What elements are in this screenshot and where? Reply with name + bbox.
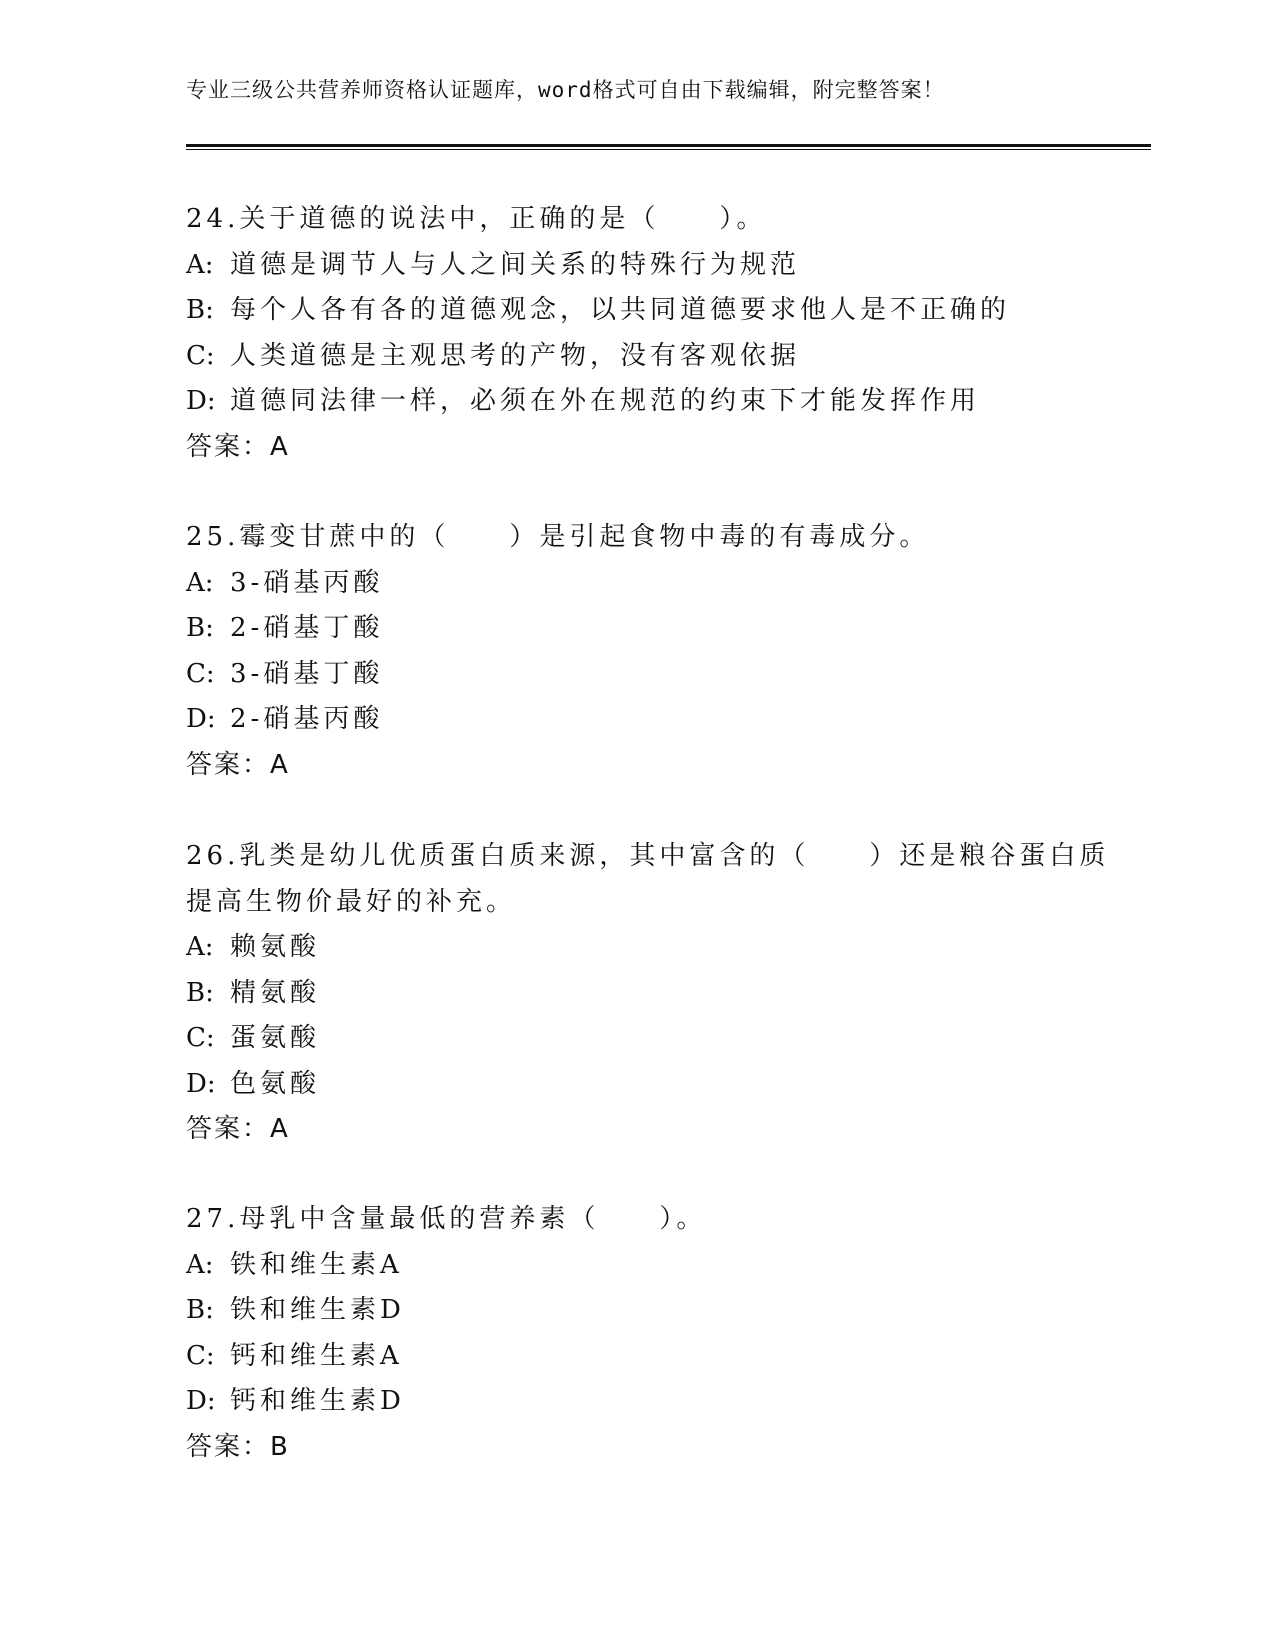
answer-line <box>186 1107 1086 1153</box>
option-d <box>186 697 1086 743</box>
option-text: 精氨酸 <box>230 977 321 1008</box>
question-stem-continued: 提高生物价最好的补充。 <box>186 886 517 917</box>
option-b <box>186 288 1086 334</box>
option-text: 道德是调节人与人之间关系的特殊行为规范 <box>230 249 801 280</box>
option-prefix: D: <box>186 1068 216 1099</box>
option-text: 3-硝基丁酸 <box>230 658 384 689</box>
answer-value: B <box>270 1431 290 1462</box>
option-d <box>186 379 1086 425</box>
page-header: 专业三级公共营养师资格认证题库，word格式可自由下载编辑，附完整答案！ <box>186 78 945 102</box>
option-text: 色氨酸 <box>230 1068 321 1099</box>
answer-label: 答案： <box>186 1431 271 1462</box>
answer-value: A <box>270 1114 290 1144</box>
question-27 <box>186 1197 1086 1470</box>
option-c <box>186 1016 1086 1062</box>
option-prefix: C: <box>186 1340 215 1371</box>
question-26 <box>186 834 1110 1153</box>
option-prefix: A: <box>186 1249 214 1280</box>
option-d <box>186 1062 1086 1108</box>
option-prefix: B: <box>186 1295 214 1325</box>
option-text: 铁和维生素A <box>230 1249 403 1280</box>
answer-label: 答案： <box>186 431 271 462</box>
option-a <box>186 1243 1086 1289</box>
option-text: 钙和维生素A <box>230 1340 403 1371</box>
option-prefix: C: <box>186 658 215 689</box>
option-prefix: B: <box>186 977 214 1008</box>
answer-label: 答案： <box>186 749 271 780</box>
question-24 <box>186 197 1086 470</box>
option-c <box>186 1334 1086 1380</box>
option-prefix: D: <box>186 704 216 734</box>
option-text: 蛋氨酸 <box>230 1023 321 1053</box>
option-text: 钙和维生素D <box>230 1386 405 1416</box>
answer-line <box>186 743 1086 789</box>
header-rule-thick <box>186 144 1151 147</box>
option-b <box>186 606 1086 652</box>
option-text: 人类道德是主观思考的产物，没有客观依据 <box>230 340 801 371</box>
question-stem: 24.关于道德的说法中，正确的是（ ）。 <box>186 204 767 234</box>
option-text: 2-硝基丙酸 <box>230 704 384 734</box>
answer-line <box>186 425 1086 471</box>
option-c <box>186 652 1086 698</box>
question-stem: 25.霉变甘蔗中的（ ）是引起食物中毒的有毒成分。 <box>186 522 930 552</box>
option-b <box>186 1288 1086 1334</box>
option-text: 2-硝基丁酸 <box>230 613 384 643</box>
answer-label: 答案： <box>186 1114 271 1144</box>
question-25 <box>186 515 1086 788</box>
option-prefix: B: <box>186 613 214 643</box>
option-a <box>186 243 1086 289</box>
question-stem: 26.乳类是幼儿优质蛋白质来源，其中富含的（ ）还是粮谷蛋白质 <box>186 841 1110 871</box>
option-d <box>186 1379 1086 1425</box>
answer-value: A <box>270 749 290 780</box>
option-prefix: C: <box>186 1023 215 1053</box>
option-c <box>186 334 1086 380</box>
option-prefix: A: <box>186 249 214 280</box>
option-prefix: D: <box>186 386 216 416</box>
option-prefix: A: <box>186 932 214 962</box>
option-prefix: B: <box>186 295 214 325</box>
option-a <box>186 561 1086 607</box>
option-a <box>186 925 1086 971</box>
question-stem: 27.母乳中含量最低的营养素（ ）。 <box>186 1204 707 1234</box>
answer-line <box>186 1425 1086 1471</box>
option-prefix: D: <box>186 1386 216 1416</box>
option-text: 铁和维生素D <box>230 1295 405 1325</box>
option-prefix: A: <box>186 567 214 598</box>
option-text: 3-硝基丙酸 <box>230 567 384 598</box>
header-rule-thin <box>186 149 1151 150</box>
option-b <box>186 971 1086 1017</box>
option-text: 赖氨酸 <box>230 932 321 962</box>
option-prefix: C: <box>186 340 215 371</box>
option-text: 道德同法律一样，必须在外在规范的约束下才能发挥作用 <box>230 386 981 416</box>
answer-value: A <box>270 431 290 462</box>
option-text: 每个人各有各的道德观念，以共同道德要求他人是不正确的 <box>230 295 1011 325</box>
